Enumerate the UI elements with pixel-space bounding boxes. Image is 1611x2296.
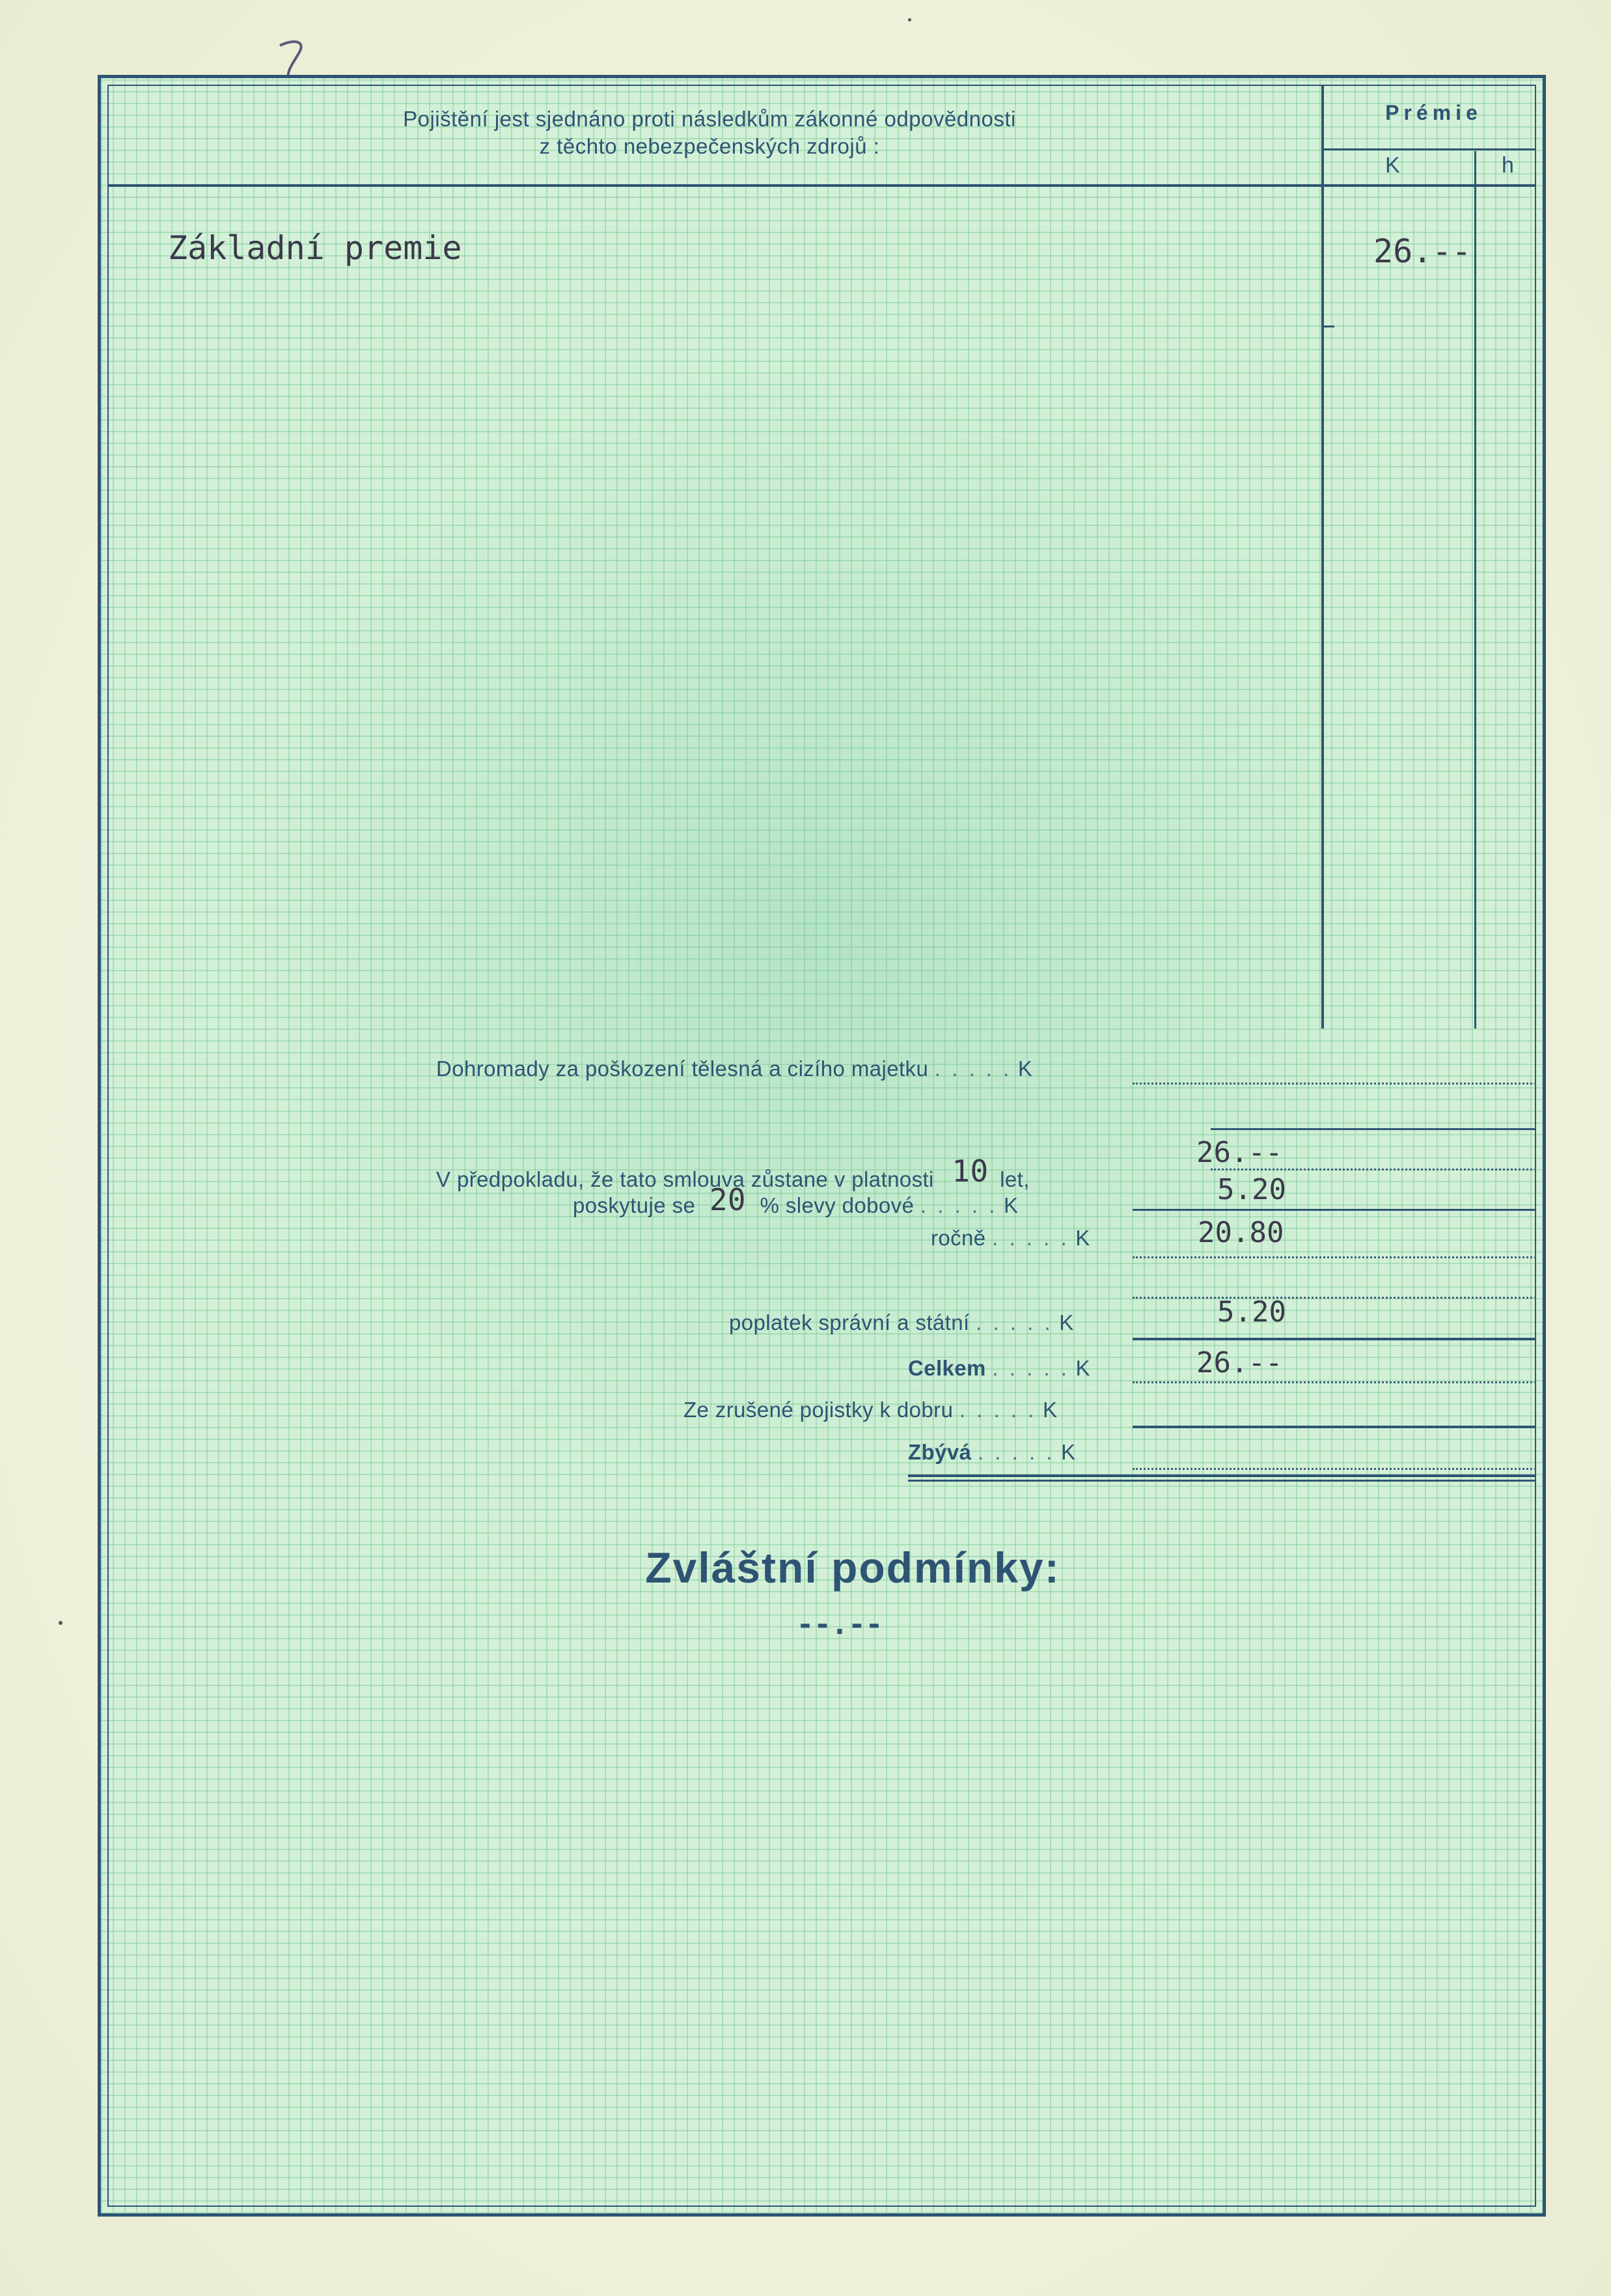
poskytuje-percent: 20	[709, 1182, 747, 1217]
zrusene-currency: K	[1043, 1398, 1058, 1422]
predpoklad-value-line	[1211, 1169, 1536, 1170]
zbyva-value-line	[1133, 1468, 1536, 1470]
rocne-currency: K	[1075, 1226, 1090, 1250]
premie-title: Prémie	[1385, 101, 1482, 124]
header-text-line2: z těchto nebezpečenských zdrojů :	[539, 134, 880, 158]
entry-label: Základní premie	[168, 229, 462, 267]
zbyva-dots: . . . . .	[977, 1440, 1055, 1464]
zbyva-currency: K	[1061, 1440, 1076, 1464]
dohromady-dots: . . . . .	[934, 1057, 1012, 1081]
dohromady-label	[436, 1057, 1032, 1081]
poplatek-value: 5.20	[1217, 1295, 1286, 1329]
rocne-value-line	[1133, 1256, 1536, 1258]
premie-header-split	[1321, 148, 1536, 150]
poskytuje-text-b: % slevy dobové	[760, 1193, 915, 1217]
header-text-line1: Pojištění jest sjednáno proti následkům zákonné odpovědnosti	[403, 107, 1016, 131]
poplatek-label	[729, 1310, 1074, 1335]
predpoklad-text-b: let,	[1000, 1167, 1030, 1191]
zrusene-label	[683, 1398, 1057, 1422]
special-conditions-title: Zvláštní podmínky:	[645, 1543, 1060, 1592]
poplatek-dots: . . . . .	[976, 1310, 1053, 1335]
rocne-dots: . . . . .	[992, 1226, 1069, 1250]
zbyva-underline-2	[908, 1480, 1536, 1482]
header-text	[280, 105, 1139, 160]
poskytuje-dots: . . . . .	[920, 1193, 998, 1217]
dohromady-currency: K	[1017, 1057, 1033, 1081]
predpoklad-amount: 26.--	[1196, 1136, 1283, 1169]
zbyva-underline	[908, 1474, 1536, 1477]
column-h-label: h	[1502, 153, 1514, 178]
rocne-text: ročně	[931, 1226, 986, 1250]
zbyva-text: Zbývá	[908, 1440, 972, 1464]
rocne-label	[931, 1226, 1090, 1251]
zrusene-text: Ze zrušené pojistky k dobru	[683, 1398, 954, 1422]
paper-speck	[59, 1621, 62, 1625]
k-h-divider	[1474, 151, 1476, 1029]
entry-amount: 26.--	[1373, 232, 1472, 270]
celkem-label	[908, 1356, 1090, 1381]
column-k-label: K	[1385, 153, 1400, 178]
zbyva-label	[908, 1440, 1075, 1465]
dohromady-text: Dohromady za poškození tělesná a cizího majetku	[436, 1057, 929, 1081]
celkem-value: 26.--	[1196, 1346, 1283, 1379]
poplatek-text: poplatek správní a státní	[729, 1310, 970, 1335]
summary-dotline-3	[1133, 1297, 1536, 1299]
predpoklad-text-a: V předpokladu, že tato smlouva zůstane v platnosti	[436, 1167, 934, 1191]
summary-rule-2	[1133, 1209, 1536, 1211]
poskytuje-currency: K	[1004, 1193, 1019, 1217]
predpoklad-years: 10	[952, 1154, 989, 1189]
celkem-value-line	[1133, 1381, 1536, 1383]
celkem-dots: . . . . .	[992, 1356, 1069, 1380]
poskytuje-text-a: poskytuje se	[573, 1193, 696, 1217]
premie-column-divider	[1321, 85, 1324, 1029]
summary-rule-1	[1211, 1128, 1536, 1130]
zrusene-dots: . . . . .	[959, 1398, 1037, 1422]
summary-rule-4	[1133, 1338, 1536, 1340]
poskytuje-value: 5.20	[1217, 1173, 1286, 1206]
entry-underline	[1321, 325, 1334, 327]
dohromady-value-line	[1133, 1083, 1536, 1085]
poskytuje-label	[573, 1182, 1019, 1220]
paper-speck	[908, 18, 911, 21]
celkem-currency: K	[1075, 1356, 1090, 1380]
special-conditions-value: --.--	[796, 1608, 883, 1641]
summary-rule-5	[1133, 1426, 1536, 1428]
rocne-value: 20.80	[1198, 1216, 1284, 1249]
celkem-text: Celkem	[908, 1356, 986, 1380]
poplatek-currency: K	[1059, 1310, 1074, 1335]
